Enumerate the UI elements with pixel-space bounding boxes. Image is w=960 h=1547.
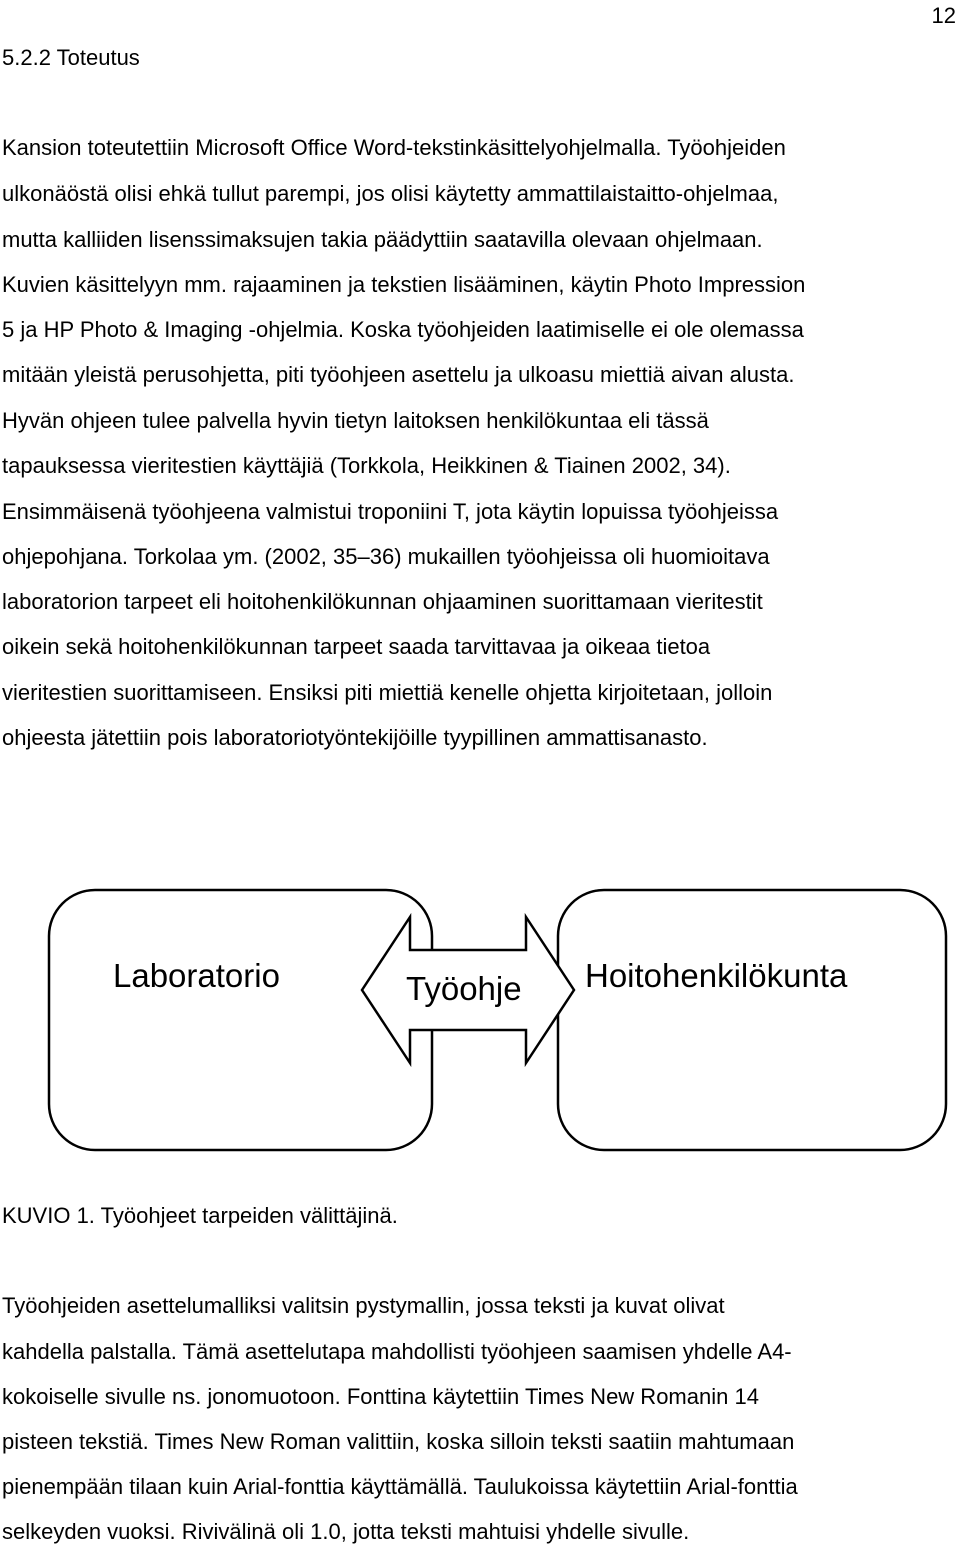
paragraph-line: mutta kalliiden lisenssimaksujen takia päädyttiin saatavilla olevaan ohjelmaan. [2, 227, 763, 252]
hoitohenkilokunta-box [558, 890, 946, 1150]
figure-diagram [0, 880, 960, 1160]
page-number: 12 [931, 3, 956, 28]
paragraph-line: kahdella palstalla. Tämä asettelutapa mahdollisti työohjeen saamisen yhdelle A4- [2, 1339, 792, 1364]
paragraph-line: 5 ja HP Photo & Imaging -ohjelmia. Koska työohjeiden laatimiselle ei ole olemassa [2, 317, 804, 342]
paragraph-line: Ensimmäisenä työohjeena valmistui troponiini T, jota käytin lopuissa työohjeissa [2, 499, 779, 524]
section-heading: 5.2.2 Toteutus [2, 45, 140, 70]
figure-caption: KUVIO 1. Työohjeet tarpeiden välittäjinä. [2, 1203, 398, 1228]
paragraph-line: ohjepohjana. Torkolaa ym. (2002, 35–36) mukaillen työohjeissa oli huomioitava [2, 544, 770, 569]
paragraph-line: pienempään tilaan kuin Arial-fonttia käyttämällä. Taulukoissa käytettiin Arial-fonttia [2, 1474, 798, 1499]
paragraph-line: pisteen tekstiä. Times New Roman valittiin, koska silloin teksti saatiin mahtumaan [2, 1429, 795, 1454]
paragraph-line: Kuvien käsittelyyn mm. rajaaminen ja tekstien lisääminen, käytin Photo Impression [2, 272, 806, 297]
paragraph-line: Kansion toteutettiin Microsoft Office Word-tekstinkäsittelyohjelmalla. Työohjeiden [2, 135, 786, 160]
paragraph-line: laboratorion tarpeet eli hoitohenkilökunnan ohjaaminen suorittamaan vieritestit [2, 589, 763, 614]
paragraph-line: kokoiselle sivulle ns. jonomuotoon. Fonttina käytettiin Times New Romanin 14 [2, 1384, 759, 1409]
paragraph-line: vieritestien suorittamiseen. Ensiksi piti miettiä kenelle ohjetta kirjoitetaan, jolloin [2, 680, 773, 705]
paragraph-line: selkeyden vuoksi. Rivivälinä oli 1.0, jotta teksti mahtuisi yhdelle sivulle. [2, 1519, 690, 1544]
hoitohenkilokunta-label: Hoitohenkilökunta [585, 957, 848, 994]
paragraph-line: Hyvän ohjeen tulee palvella hyvin tietyn laitoksen henkilökuntaa eli tässä [2, 408, 709, 433]
paragraph-line: tapauksessa vieritestien käyttäjiä (Torkkola, Heikkinen & Tiainen 2002, 34). [2, 453, 731, 478]
paragraph-line: ulkonäöstä olisi ehkä tullut parempi, jos olisi käytetty ammattilaistaitto-ohjelmaa, [2, 181, 779, 206]
paragraph-line: mitään yleistä perusohjetta, piti työohjeen asettelu ja ulkoasu miettiä aivan alusta. [2, 362, 795, 387]
paragraph-line: oikein sekä hoitohenkilökunnan tarpeet saada tarvittavaa ja oikeaa tietoa [2, 634, 711, 659]
tyoohje-label: Työohje [406, 970, 522, 1007]
laboratorio-label: Laboratorio [113, 957, 280, 994]
paragraph-line: ohjeesta jätettiin pois laboratoriotyöntekijöille tyypillinen ammattisanasto. [2, 725, 708, 750]
laboratorio-box [49, 890, 432, 1150]
paragraph-line: Työohjeiden asettelumalliksi valitsin pystymallin, jossa teksti ja kuvat olivat [2, 1293, 725, 1318]
